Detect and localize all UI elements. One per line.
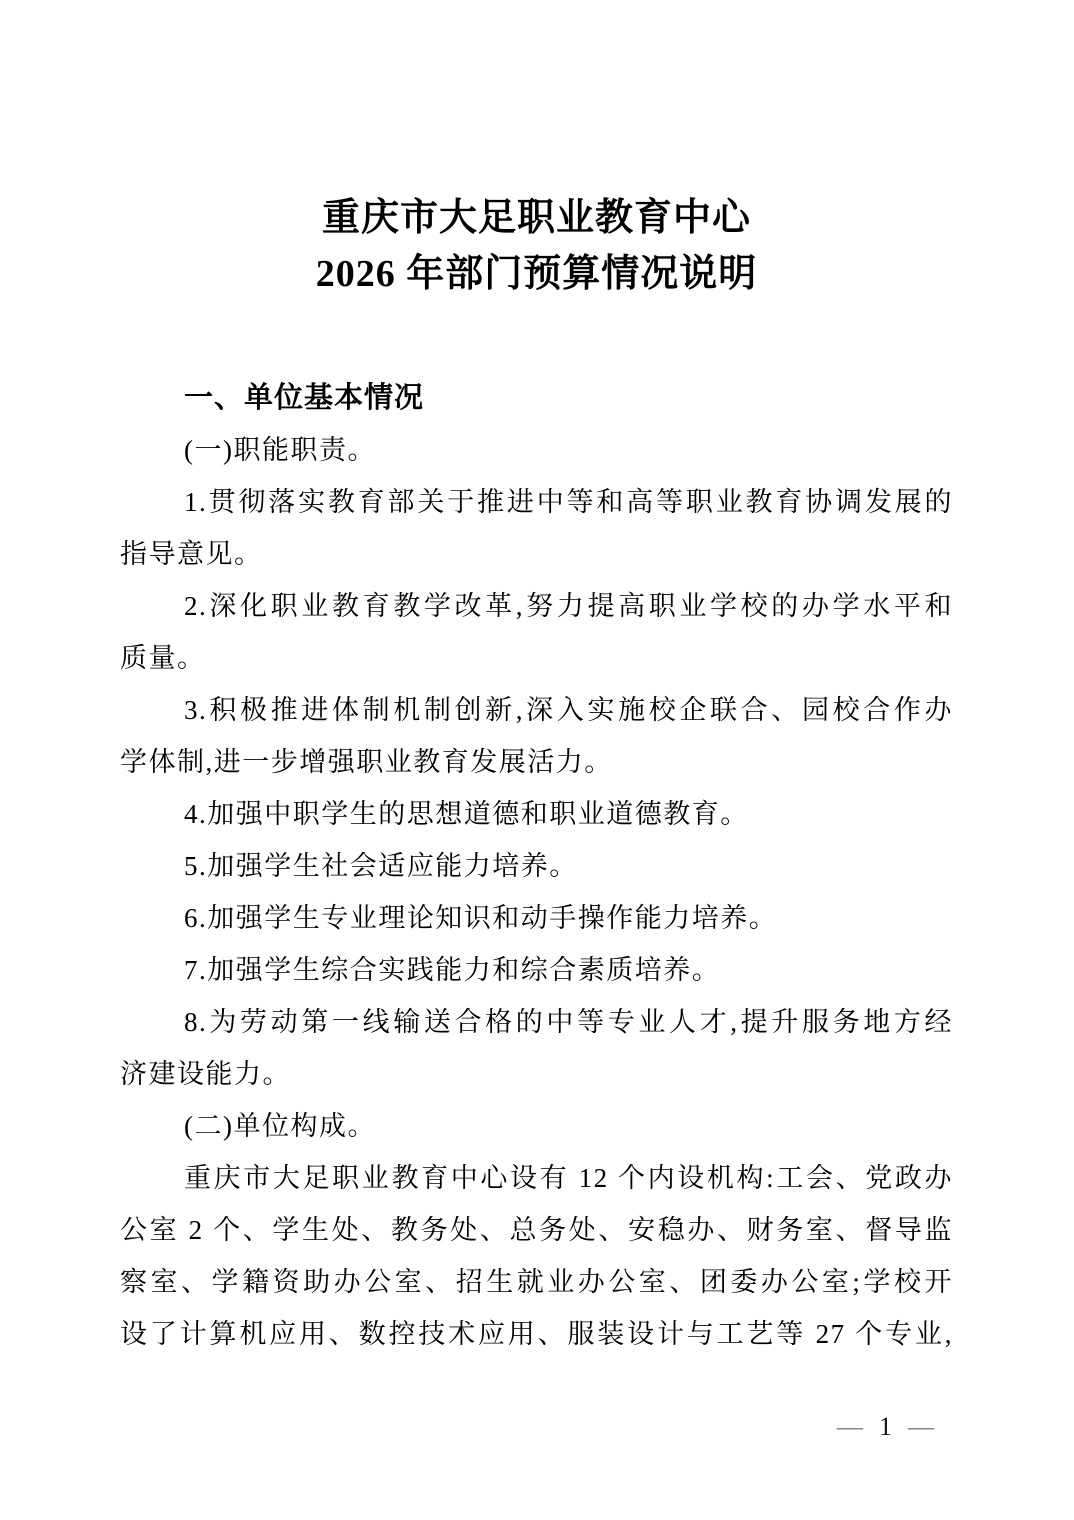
- footer-dash-right: —: [908, 1412, 934, 1441]
- paragraph-line: 察室、学籍资助办公室、招生就业办公室、团委办公室;学校开: [120, 1267, 953, 1297]
- subsection-heading: (一)职能职责。: [184, 435, 376, 465]
- paragraph-line: 质量。: [120, 643, 206, 673]
- paragraph-line: 3.积极推进体制机制创新,深入实施校企联合、园校合作办: [184, 695, 953, 725]
- paragraph-line: 设了计算机应用、数控技术应用、服装设计与工艺等 27 个专业,: [120, 1319, 953, 1349]
- paragraph-line: 5.加强学生社会适应能力培养。: [184, 851, 578, 881]
- section-heading: 一、单位基本情况: [184, 382, 425, 414]
- paragraph-line: 济建设能力。: [120, 1059, 291, 1089]
- paragraph-line: 1.贯彻落实教育部关于推进中等和高等职业教育协调发展的: [184, 487, 953, 517]
- subsection-heading: (二)单位构成。: [184, 1111, 376, 1141]
- paragraph-line: 7.加强学生综合实践能力和综合素质培养。: [184, 955, 721, 985]
- paragraph-line: 6.加强学生专业理论知识和动手操作能力培养。: [184, 903, 778, 933]
- page-number: 1: [879, 1412, 892, 1441]
- document-title-line1: 重庆市大足职业教育中心: [321, 197, 751, 239]
- paragraph-line: 学体制,进一步增强职业教育发展活力。: [120, 747, 613, 777]
- paragraph-line: 4.加强中职学生的思想道德和职业道德教育。: [184, 799, 749, 829]
- paragraph-line: 指导意见。: [120, 539, 263, 569]
- page-footer: [837, 1412, 934, 1442]
- paragraph-line: 2.深化职业教育教学改革,努力提高职业学校的办学水平和: [184, 591, 953, 621]
- paragraph-line: 重庆市大足职业教育中心设有 12 个内设机构:工会、党政办: [184, 1163, 953, 1193]
- footer-dash-left: —: [837, 1412, 863, 1441]
- document-title-line2: 2026 年部门预算情况说明: [315, 253, 758, 295]
- paragraph-line: 8.为劳动第一线输送合格的中等专业人才,提升服务地方经: [184, 1007, 953, 1037]
- paragraph-line: 公室 2 个、学生处、教务处、总务处、安稳办、财务室、督导监: [120, 1215, 953, 1245]
